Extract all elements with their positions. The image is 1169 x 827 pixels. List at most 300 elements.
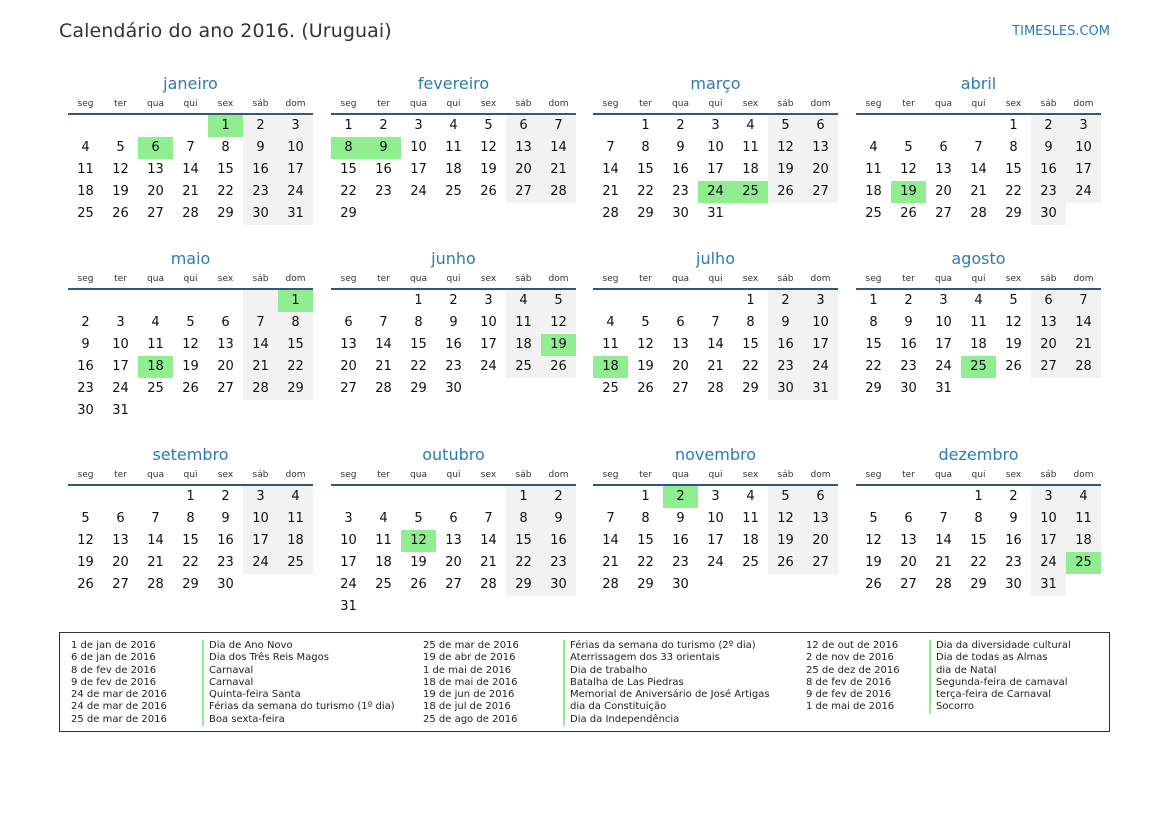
day-cell[interactable]: 14: [182, 162, 199, 177]
day-cell[interactable]: 24: [278, 181, 313, 203]
day-cell[interactable]: 16: [217, 533, 234, 548]
day-cell[interactable]: 24: [243, 552, 278, 574]
day-cell[interactable]: 23: [672, 555, 689, 570]
day-cell[interactable]: 23: [541, 552, 576, 574]
day-cell[interactable]: 2: [541, 486, 576, 508]
day-cell[interactable]: 22: [340, 184, 357, 199]
day-cell[interactable]: 13: [340, 337, 357, 352]
day-cell[interactable]: 2: [663, 486, 698, 508]
day-cell[interactable]: 6: [676, 315, 685, 330]
day-cell[interactable]: 8: [278, 312, 313, 334]
day-cell[interactable]: 28: [602, 206, 619, 221]
day-cell[interactable]: 7: [606, 140, 615, 155]
day-cell[interactable]: 9: [676, 511, 685, 526]
day-cell[interactable]: 7: [1066, 290, 1101, 312]
day-cell[interactable]: 23: [900, 359, 917, 374]
day-cell[interactable]: 17: [803, 334, 838, 356]
day-cell[interactable]: 5: [869, 511, 878, 526]
day-cell[interactable]: 10: [1031, 508, 1066, 530]
day-cell[interactable]: 21: [147, 555, 164, 570]
day-cell[interactable]: 13: [112, 533, 129, 548]
day-cell[interactable]: 17: [410, 162, 427, 177]
day-cell[interactable]: 23: [375, 184, 392, 199]
day-cell[interactable]: 29: [742, 381, 759, 396]
day-cell[interactable]: 28: [480, 577, 497, 592]
day-cell[interactable]: 5: [768, 115, 803, 137]
day-cell[interactable]: 8: [186, 511, 195, 526]
day-cell[interactable]: 8: [869, 315, 878, 330]
day-cell[interactable]: 15: [217, 162, 234, 177]
day-cell[interactable]: 3: [116, 315, 125, 330]
day-cell[interactable]: 13: [1031, 312, 1066, 334]
day-cell[interactable]: 25: [77, 206, 94, 221]
day-cell[interactable]: 19: [1005, 337, 1022, 352]
day-cell[interactable]: 24: [480, 359, 497, 374]
day-cell[interactable]: 28: [541, 181, 576, 203]
day-cell[interactable]: 15: [1005, 162, 1022, 177]
day-cell[interactable]: 11: [147, 337, 164, 352]
day-cell[interactable]: 4: [746, 489, 755, 504]
day-cell[interactable]: 18: [1066, 530, 1101, 552]
day-cell[interactable]: 13: [506, 137, 541, 159]
day-cell[interactable]: 24: [112, 381, 129, 396]
day-cell[interactable]: 20: [900, 555, 917, 570]
day-cell[interactable]: 26: [112, 206, 129, 221]
day-cell[interactable]: 13: [803, 137, 838, 159]
day-cell[interactable]: 24: [803, 356, 838, 378]
day-cell[interactable]: 5: [116, 140, 125, 155]
day-cell[interactable]: 21: [602, 555, 619, 570]
day-cell[interactable]: 6: [904, 511, 913, 526]
day-cell[interactable]: 14: [1066, 312, 1101, 334]
day-cell[interactable]: 13: [445, 533, 462, 548]
day-cell[interactable]: 12: [768, 508, 803, 530]
day-cell[interactable]: 22: [217, 184, 234, 199]
day-cell[interactable]: 2: [221, 489, 230, 504]
day-cell[interactable]: 10: [480, 315, 497, 330]
day-cell[interactable]: 26: [77, 577, 94, 592]
day-cell[interactable]: 4: [506, 290, 541, 312]
day-cell[interactable]: 10: [803, 312, 838, 334]
day-cell[interactable]: 1: [506, 486, 541, 508]
day-cell[interactable]: 29: [340, 206, 357, 221]
day-cell[interactable]: 7: [711, 315, 720, 330]
day-cell[interactable]: 1: [974, 489, 983, 504]
day-cell[interactable]: 27: [935, 206, 952, 221]
day-cell[interactable]: 6: [221, 315, 230, 330]
day-cell[interactable]: 29: [182, 577, 199, 592]
day-cell[interactable]: 17: [1066, 159, 1101, 181]
day-cell[interactable]: 13: [935, 162, 952, 177]
day-cell[interactable]: 30: [217, 577, 234, 592]
day-cell[interactable]: 31: [935, 381, 952, 396]
day-cell[interactable]: 20: [672, 359, 689, 374]
day-cell[interactable]: 24: [698, 181, 733, 203]
day-cell[interactable]: 26: [768, 552, 803, 574]
day-cell[interactable]: 14: [243, 334, 278, 356]
day-cell[interactable]: 25: [445, 184, 462, 199]
day-cell[interactable]: 26: [1005, 359, 1022, 374]
day-cell[interactable]: 14: [375, 337, 392, 352]
day-cell[interactable]: 9: [541, 508, 576, 530]
day-cell[interactable]: 4: [81, 140, 90, 155]
day-cell[interactable]: 4: [869, 140, 878, 155]
day-cell[interactable]: 17: [340, 555, 357, 570]
day-cell[interactable]: 3: [278, 115, 313, 137]
day-cell[interactable]: 8: [641, 511, 650, 526]
day-cell[interactable]: 25: [742, 555, 759, 570]
day-cell[interactable]: 16: [1005, 533, 1022, 548]
day-cell[interactable]: 26: [182, 381, 199, 396]
day-cell[interactable]: 29: [970, 577, 987, 592]
day-cell[interactable]: 10: [243, 508, 278, 530]
day-cell[interactable]: 28: [970, 206, 987, 221]
day-cell[interactable]: 5: [186, 315, 195, 330]
day-cell[interactable]: 28: [707, 381, 724, 396]
day-cell[interactable]: 9: [1009, 511, 1018, 526]
day-cell[interactable]: 23: [1031, 181, 1066, 203]
day-cell[interactable]: 25: [733, 181, 768, 203]
day-cell[interactable]: 27: [900, 577, 917, 592]
day-cell[interactable]: 2: [1009, 489, 1018, 504]
day-cell[interactable]: 7: [606, 511, 615, 526]
day-cell[interactable]: 25: [961, 356, 996, 378]
day-cell[interactable]: 1: [869, 293, 878, 308]
day-cell[interactable]: 10: [1066, 137, 1101, 159]
day-cell[interactable]: 19: [768, 159, 803, 181]
day-cell[interactable]: 30: [541, 574, 576, 596]
day-cell[interactable]: 22: [865, 359, 882, 374]
day-cell[interactable]: 10: [707, 511, 724, 526]
day-cell[interactable]: 30: [77, 403, 94, 418]
day-cell[interactable]: 10: [278, 137, 313, 159]
day-cell[interactable]: 3: [711, 489, 720, 504]
site-link[interactable]: TIMESLES.COM: [1012, 24, 1110, 39]
day-cell[interactable]: 16: [1031, 159, 1066, 181]
day-cell[interactable]: 3: [243, 486, 278, 508]
day-cell[interactable]: 21: [602, 184, 619, 199]
day-cell[interactable]: 25: [602, 381, 619, 396]
day-cell[interactable]: 11: [445, 140, 462, 155]
day-cell[interactable]: 17: [935, 337, 952, 352]
day-cell[interactable]: 27: [340, 381, 357, 396]
day-cell[interactable]: 2: [243, 115, 278, 137]
day-cell[interactable]: 5: [81, 511, 90, 526]
day-cell[interactable]: 8: [221, 140, 230, 155]
day-cell[interactable]: 15: [637, 533, 654, 548]
day-cell[interactable]: 10: [935, 315, 952, 330]
day-cell[interactable]: 21: [541, 159, 576, 181]
day-cell[interactable]: 1: [414, 293, 423, 308]
day-cell[interactable]: 27: [803, 181, 838, 203]
day-cell[interactable]: 17: [278, 159, 313, 181]
day-cell[interactable]: 5: [1009, 293, 1018, 308]
day-cell[interactable]: 18: [742, 162, 759, 177]
day-cell[interactable]: 22: [637, 184, 654, 199]
day-cell[interactable]: 29: [410, 381, 427, 396]
day-cell[interactable]: 9: [366, 137, 401, 159]
day-cell[interactable]: 2: [768, 290, 803, 312]
day-cell[interactable]: 3: [414, 118, 423, 133]
day-cell[interactable]: 5: [641, 315, 650, 330]
day-cell[interactable]: 14: [147, 533, 164, 548]
day-cell[interactable]: 16: [672, 162, 689, 177]
day-cell[interactable]: 11: [1066, 508, 1101, 530]
day-cell[interactable]: 10: [112, 337, 129, 352]
day-cell[interactable]: 30: [243, 203, 278, 225]
day-cell[interactable]: 3: [344, 511, 353, 526]
day-cell[interactable]: 18: [506, 334, 541, 356]
day-cell[interactable]: 17: [112, 359, 129, 374]
day-cell[interactable]: 29: [637, 206, 654, 221]
day-cell[interactable]: 18: [742, 533, 759, 548]
day-cell[interactable]: 6: [803, 486, 838, 508]
day-cell[interactable]: 26: [865, 577, 882, 592]
day-cell[interactable]: 1: [208, 115, 243, 137]
day-cell[interactable]: 22: [637, 555, 654, 570]
day-cell[interactable]: 8: [746, 315, 755, 330]
day-cell[interactable]: 15: [340, 162, 357, 177]
day-cell[interactable]: 7: [939, 511, 948, 526]
day-cell[interactable]: 24: [1031, 552, 1066, 574]
day-cell[interactable]: 19: [865, 555, 882, 570]
day-cell[interactable]: 28: [147, 577, 164, 592]
day-cell[interactable]: 24: [410, 184, 427, 199]
day-cell[interactable]: 23: [768, 356, 803, 378]
day-cell[interactable]: 26: [900, 206, 917, 221]
day-cell[interactable]: 15: [970, 533, 987, 548]
day-cell[interactable]: 29: [506, 574, 541, 596]
day-cell[interactable]: 15: [637, 162, 654, 177]
day-cell[interactable]: 12: [480, 140, 497, 155]
day-cell[interactable]: 8: [1009, 140, 1018, 155]
day-cell[interactable]: 3: [484, 293, 493, 308]
day-cell[interactable]: 6: [506, 115, 541, 137]
day-cell[interactable]: 30: [672, 206, 689, 221]
day-cell[interactable]: 20: [803, 530, 838, 552]
day-cell[interactable]: 21: [935, 555, 952, 570]
day-cell[interactable]: 19: [891, 181, 926, 203]
day-cell[interactable]: 1: [641, 118, 650, 133]
day-cell[interactable]: 13: [803, 508, 838, 530]
day-cell[interactable]: 19: [480, 162, 497, 177]
day-cell[interactable]: 16: [243, 159, 278, 181]
day-cell[interactable]: 2: [904, 293, 913, 308]
day-cell[interactable]: 29: [278, 378, 313, 400]
day-cell[interactable]: 6: [939, 140, 948, 155]
day-cell[interactable]: 1: [641, 489, 650, 504]
day-cell[interactable]: 22: [182, 555, 199, 570]
day-cell[interactable]: 7: [974, 140, 983, 155]
day-cell[interactable]: 1: [746, 293, 755, 308]
day-cell[interactable]: 17: [707, 533, 724, 548]
day-cell[interactable]: 24: [1066, 181, 1101, 203]
day-cell[interactable]: 20: [1031, 334, 1066, 356]
day-cell[interactable]: 20: [803, 159, 838, 181]
day-cell[interactable]: 27: [112, 577, 129, 592]
day-cell[interactable]: 23: [445, 359, 462, 374]
day-cell[interactable]: 16: [375, 162, 392, 177]
day-cell[interactable]: 23: [672, 184, 689, 199]
day-cell[interactable]: 17: [243, 530, 278, 552]
day-cell[interactable]: 25: [506, 356, 541, 378]
day-cell[interactable]: 11: [602, 337, 619, 352]
day-cell[interactable]: 20: [147, 184, 164, 199]
day-cell[interactable]: 19: [541, 334, 576, 356]
day-cell[interactable]: 6: [803, 115, 838, 137]
day-cell[interactable]: 22: [506, 552, 541, 574]
day-cell[interactable]: 26: [541, 356, 576, 378]
day-cell[interactable]: 9: [243, 137, 278, 159]
day-cell[interactable]: 12: [112, 162, 129, 177]
day-cell[interactable]: 24: [707, 555, 724, 570]
day-cell[interactable]: 31: [340, 599, 357, 614]
day-cell[interactable]: 6: [449, 511, 458, 526]
day-cell[interactable]: 4: [379, 511, 388, 526]
day-cell[interactable]: 11: [77, 162, 94, 177]
day-cell[interactable]: 2: [676, 118, 685, 133]
day-cell[interactable]: 4: [746, 118, 755, 133]
day-cell[interactable]: 28: [1066, 356, 1101, 378]
day-cell[interactable]: 2: [1031, 115, 1066, 137]
day-cell[interactable]: 23: [243, 181, 278, 203]
day-cell[interactable]: 14: [602, 162, 619, 177]
day-cell[interactable]: 7: [379, 315, 388, 330]
day-cell[interactable]: 20: [112, 555, 129, 570]
day-cell[interactable]: 29: [637, 577, 654, 592]
day-cell[interactable]: 18: [593, 356, 628, 378]
day-cell[interactable]: 28: [935, 577, 952, 592]
day-cell[interactable]: 18: [865, 184, 882, 199]
day-cell[interactable]: 10: [410, 140, 427, 155]
day-cell[interactable]: 30: [1031, 203, 1066, 225]
day-cell[interactable]: 22: [278, 356, 313, 378]
day-cell[interactable]: 12: [541, 312, 576, 334]
day-cell[interactable]: 30: [900, 381, 917, 396]
day-cell[interactable]: 24: [340, 577, 357, 592]
day-cell[interactable]: 21: [970, 184, 987, 199]
day-cell[interactable]: 12: [900, 162, 917, 177]
day-cell[interactable]: 4: [151, 315, 160, 330]
day-cell[interactable]: 8: [641, 140, 650, 155]
day-cell[interactable]: 19: [410, 555, 427, 570]
day-cell[interactable]: 4: [1066, 486, 1101, 508]
day-cell[interactable]: 20: [217, 359, 234, 374]
day-cell[interactable]: 15: [506, 530, 541, 552]
day-cell[interactable]: 26: [410, 577, 427, 592]
day-cell[interactable]: 20: [340, 359, 357, 374]
day-cell[interactable]: 11: [970, 315, 987, 330]
day-cell[interactable]: 27: [1031, 356, 1066, 378]
day-cell[interactable]: 1: [278, 290, 313, 312]
day-cell[interactable]: 4: [449, 118, 458, 133]
day-cell[interactable]: 3: [939, 293, 948, 308]
day-cell[interactable]: 9: [1031, 137, 1066, 159]
day-cell[interactable]: 16: [900, 337, 917, 352]
day-cell[interactable]: 18: [278, 530, 313, 552]
day-cell[interactable]: 12: [1005, 315, 1022, 330]
day-cell[interactable]: 27: [445, 577, 462, 592]
day-cell[interactable]: 27: [672, 381, 689, 396]
day-cell[interactable]: 16: [445, 337, 462, 352]
day-cell[interactable]: 6: [344, 315, 353, 330]
day-cell[interactable]: 1: [344, 118, 353, 133]
day-cell[interactable]: 9: [449, 315, 458, 330]
day-cell[interactable]: 23: [1005, 555, 1022, 570]
day-cell[interactable]: 21: [243, 356, 278, 378]
day-cell[interactable]: 8: [974, 511, 983, 526]
day-cell[interactable]: 19: [112, 184, 129, 199]
day-cell[interactable]: 25: [865, 206, 882, 221]
day-cell[interactable]: 21: [707, 359, 724, 374]
day-cell[interactable]: 19: [77, 555, 94, 570]
day-cell[interactable]: 25: [147, 381, 164, 396]
day-cell[interactable]: 22: [970, 555, 987, 570]
day-cell[interactable]: 28: [243, 378, 278, 400]
day-cell[interactable]: 1: [186, 489, 195, 504]
day-cell[interactable]: 8: [506, 508, 541, 530]
day-cell[interactable]: 15: [410, 337, 427, 352]
day-cell[interactable]: 19: [637, 359, 654, 374]
day-cell[interactable]: 11: [506, 312, 541, 334]
day-cell[interactable]: 16: [768, 334, 803, 356]
day-cell[interactable]: 7: [484, 511, 493, 526]
day-cell[interactable]: 30: [445, 381, 462, 396]
day-cell[interactable]: 5: [768, 486, 803, 508]
day-cell[interactable]: 17: [480, 337, 497, 352]
day-cell[interactable]: 20: [935, 184, 952, 199]
day-cell[interactable]: 19: [768, 530, 803, 552]
day-cell[interactable]: 26: [480, 184, 497, 199]
day-cell[interactable]: 11: [742, 140, 759, 155]
day-cell[interactable]: 5: [904, 140, 913, 155]
day-cell[interactable]: 18: [138, 356, 173, 378]
day-cell[interactable]: 25: [278, 552, 313, 574]
day-cell[interactable]: 11: [742, 511, 759, 526]
day-cell[interactable]: 3: [803, 290, 838, 312]
day-cell[interactable]: 11: [278, 508, 313, 530]
day-cell[interactable]: 28: [602, 577, 619, 592]
day-cell[interactable]: 21: [182, 184, 199, 199]
day-cell[interactable]: 27: [217, 381, 234, 396]
day-cell[interactable]: 22: [742, 359, 759, 374]
day-cell[interactable]: 18: [375, 555, 392, 570]
day-cell[interactable]: 12: [768, 137, 803, 159]
day-cell[interactable]: 20: [445, 555, 462, 570]
day-cell[interactable]: 12: [637, 337, 654, 352]
day-cell[interactable]: 20: [506, 159, 541, 181]
day-cell[interactable]: 1: [1009, 118, 1018, 133]
day-cell[interactable]: 21: [480, 555, 497, 570]
day-cell[interactable]: 5: [414, 511, 423, 526]
day-cell[interactable]: 7: [186, 140, 195, 155]
day-cell[interactable]: 13: [900, 533, 917, 548]
day-cell[interactable]: 18: [445, 162, 462, 177]
day-cell[interactable]: 15: [182, 533, 199, 548]
day-cell[interactable]: 30: [1005, 577, 1022, 592]
day-cell[interactable]: 31: [278, 203, 313, 225]
day-cell[interactable]: 14: [602, 533, 619, 548]
day-cell[interactable]: 28: [375, 381, 392, 396]
day-cell[interactable]: 19: [182, 359, 199, 374]
day-cell[interactable]: 17: [1031, 530, 1066, 552]
day-cell[interactable]: 9: [904, 315, 913, 330]
day-cell[interactable]: 7: [243, 312, 278, 334]
day-cell[interactable]: 10: [340, 533, 357, 548]
day-cell[interactable]: 13: [147, 162, 164, 177]
day-cell[interactable]: 14: [935, 533, 952, 548]
day-cell[interactable]: 6: [138, 137, 173, 159]
